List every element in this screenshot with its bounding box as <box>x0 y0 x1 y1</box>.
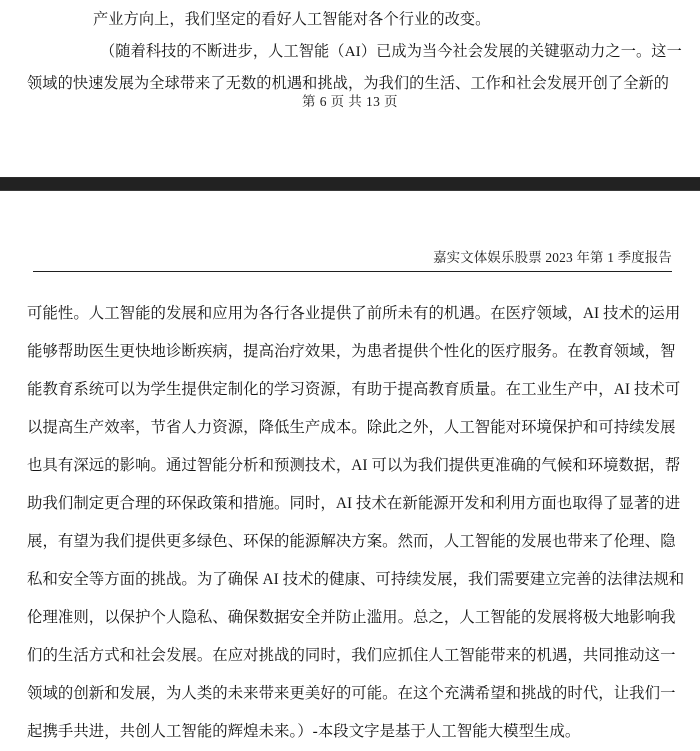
page-2-text-line-12: 起携手共进，共创人工智能的辉煌未来。）-本段文字是基于人工智能大模型生成。 <box>27 723 581 740</box>
page-2-text-line-5: 也具有深远的影响。通过智能分析和预测技术，AI 可以为我们提供更准确的气候和环境数据，帮 <box>27 457 681 474</box>
page-2-body <box>27 295 685 751</box>
page-2-text-line-7: 展，有望为我们提供更多绿色、环保的能源解决方案。然而，人工智能的发展也带来了伦理、隐 <box>27 533 676 550</box>
page-1-text-line-1: 产业方向上，我们坚定的看好人工智能对各个行业的改变。 <box>93 11 491 28</box>
page-1-footer-pagination: 第 6 页 共 13 页 <box>302 94 398 109</box>
document-page-1 <box>0 0 700 177</box>
page-2-text-line-11: 领域的创新和发展，为人类的未来带来更美好的可能。在这个充满希望和挑战的时代，让我们一 <box>27 685 676 702</box>
page-2-text-line-2: 能够帮助医生更快地诊断疾病，提高治疗效果，为患者提供个性化的医疗服务。在教育领域，智 <box>27 343 676 360</box>
page-2-text-line-6: 助我们制定更合理的环保政策和措施。同时，AI 技术在新能源开发和利用方面也取得了显著的进 <box>27 495 681 512</box>
page-2-text-line-9: 伦理准则，以保护个人隐私、确保数据安全并防止滥用。总之，人工智能的发展将极大地影响我 <box>27 609 676 626</box>
page-2-text-line-8: 私和安全等方面的挑战。为了确保 AI 技术的健康、可持续发展，我们需要建立完善的法律法规和 <box>27 571 685 588</box>
page-2-text-line-4: 以提高生产效率，节省人力资源，降低生产成本。除此之外，人工智能对环境保护和可持续发展 <box>27 419 676 436</box>
page-2-text-line-3: 能教育系统可以为学生提供定制化的学习资源，有助于提高教育质量。在工业生产中，AI 技术可 <box>27 381 681 398</box>
page-2-running-header: 嘉实文体娱乐股票 2023 年第 1 季度报告 <box>433 250 672 265</box>
page-2-text-line-1: 可能性。人工智能的发展和应用为各行各业提供了前所未有的机遇。在医疗领域，AI 技术的运用 <box>27 305 681 322</box>
page-2-text-line-10: 们的生活方式和社会发展。在应对挑战的同时，我们应抓住人工智能带来的机遇，共同推动这一 <box>27 647 676 664</box>
page-1-text-line-2: （随着科技的不断进步，人工智能（AI）已成为当今社会发展的关键驱动力之一。这一 <box>100 43 682 60</box>
page-1-text-line-3: 领域的快速发展为全球带来了无数的机遇和挑战，为我们的生活、工作和社会发展开创了全新的 <box>27 75 670 92</box>
document-page-2 <box>0 191 700 740</box>
page-2-header-rule <box>33 271 672 272</box>
page-separator-band <box>0 177 700 191</box>
